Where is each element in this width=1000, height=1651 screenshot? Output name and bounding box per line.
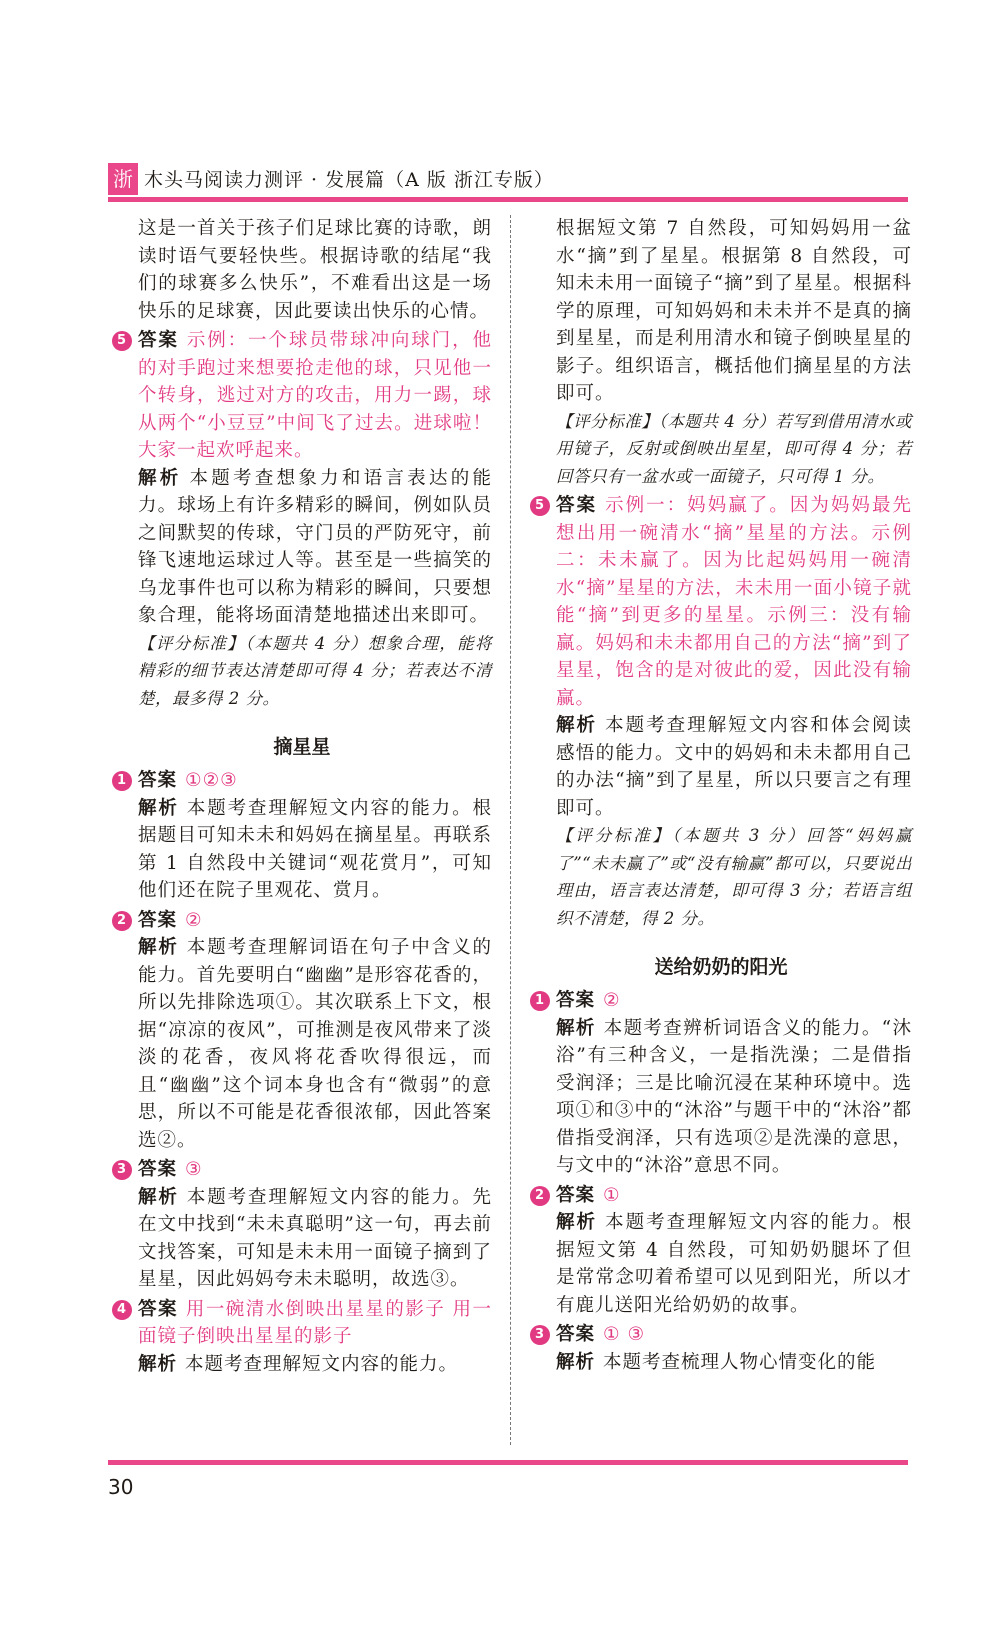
answer-label: 答案 bbox=[556, 1184, 596, 1206]
page-header bbox=[108, 163, 908, 199]
analysis-block bbox=[530, 1349, 912, 1377]
question-number: 5 bbox=[530, 496, 550, 516]
answer-label: 答案 bbox=[138, 770, 178, 791]
analysis-label: 解析 bbox=[138, 937, 179, 958]
analysis-text: 本题考查理解词语在句子中含义的能力。首先要明白“幽幽”是形容花香的，所以先排除选项①。其次联系上下文，根据“凉凉的夜风”，可推测是夜风带来了淡淡的花香，夜风将花香吹得很远，而且“幽幽”这个词本身也含有“微弱”的意思，所以不可能是花香很浓郁，因此答案选②。 bbox=[138, 937, 492, 1151]
question-number: 4 bbox=[112, 1300, 132, 1320]
analysis-block bbox=[530, 1209, 912, 1319]
analysis-text: 本题考查想象力和语言表达的能力。球场上有许多精彩的瞬间，例如队员之间默契的传球，守门员的严防死守，前锋飞速地运球过人等。甚至是一些搞笑的乌龙事件也可以称为精彩的瞬间，只要想象合理，能将场面清楚地描述出来即可。 bbox=[138, 467, 492, 626]
analysis-block bbox=[112, 1351, 492, 1379]
answer-label: 答案 bbox=[138, 909, 178, 931]
question-number: 2 bbox=[112, 911, 132, 931]
question-number: 1 bbox=[530, 991, 550, 1011]
question-5 bbox=[530, 492, 912, 712]
analysis-block bbox=[112, 795, 492, 905]
analysis-block bbox=[112, 934, 492, 1154]
question-3 bbox=[112, 1156, 492, 1184]
question-3 bbox=[530, 1321, 912, 1349]
answer-label: 答案 bbox=[138, 1159, 178, 1180]
question-1 bbox=[530, 987, 912, 1015]
analysis-block bbox=[530, 1015, 912, 1180]
poem-analysis-text: 这是一首关于孩子们足球比赛的诗歌，朗读时语气要轻快些。根据诗歌的结尾“我们的球赛多么快乐”，不难看出这是一场快乐的足球赛，因此要读出快乐的心情。 bbox=[138, 218, 492, 322]
answer-label: 答案 bbox=[556, 990, 596, 1011]
analysis-continued-text: 根据短文第 7 自然段，可知妈妈用一盆水“摘”到了星星。根据第 8 自然段，可知未未用一面镜子“摘”到了星星。根据科学的原理，可知妈妈和未未并不是真的摘到星星，而是利用清水和镜子倒映星星的影子。组织语言，概括他们摘星星的方法即可。 bbox=[556, 218, 912, 404]
section-title: 送给奶奶的阳光 bbox=[654, 956, 788, 978]
analysis-text: 本题考查理解短文内容和体会阅读感悟的能力。文中的妈妈和未未都用自己的办法“摘”到了星星，所以只要言之有理即可。 bbox=[556, 715, 912, 819]
answer-text: 用一碗清水倒映出星星的影子 用一面镜子倒映出星星的影子 bbox=[138, 1298, 492, 1347]
right-column bbox=[530, 215, 912, 1376]
question-2 bbox=[112, 907, 492, 935]
analysis-block bbox=[112, 1184, 492, 1294]
scoring-standard: 【评分标准】（本题共 4 分）若写到借用清水或用镜子，反射或倒映出星星，即可得 4 分；若回答只有一盆水或一面镜子，只可得 1 分。 bbox=[556, 411, 912, 486]
question-4 bbox=[112, 1296, 492, 1351]
answer-label: 答案 bbox=[556, 495, 598, 516]
analysis-label: 解析 bbox=[556, 1351, 596, 1373]
analysis-block bbox=[112, 465, 492, 630]
answer-text: ① ③ bbox=[603, 1324, 646, 1345]
question-5 bbox=[112, 327, 492, 465]
question-number: 5 bbox=[112, 331, 132, 351]
answer-text: ② bbox=[603, 990, 621, 1011]
question-2 bbox=[530, 1182, 912, 1210]
question-number: 3 bbox=[112, 1160, 132, 1180]
question-number: 3 bbox=[530, 1325, 550, 1345]
footer-rule bbox=[108, 1460, 908, 1465]
analysis-block bbox=[530, 712, 912, 822]
analysis-text: 本题考查理解短文内容的能力。根据题目可知未未和妈妈在摘星星。再联系第 1 自然段中关键词“观花赏月”，可知他们还在院子里观花、赏月。 bbox=[138, 797, 492, 901]
analysis-label: 解析 bbox=[556, 715, 598, 736]
analysis-text: 本题考查理解短文内容的能力。根据短文第 4 自然段，可知奶奶腿坏了但是常常念叨着希望可以见到阳光，所以才有鹿儿送阳光给奶奶的故事。 bbox=[556, 1212, 912, 1316]
answer-text: 示例：一个球员带球冲向球门，他的对手跑过来想要抢走他的球，只见他一个转身，逃过对方的攻击，用力一踢，球从两个“小豆豆”中间飞了过去。进球啦！大家一起欢呼起来。 bbox=[138, 330, 492, 461]
header-rule bbox=[108, 197, 908, 202]
left-column bbox=[112, 215, 492, 1378]
analysis-text: 本题考查理解短文内容的能力。先在文中找到“未未真聪明”这一句，再去前文找答案，可知是未未用一面镜子摘到了星星，因此妈妈夸未未聪明，故选③。 bbox=[138, 1186, 492, 1290]
column-divider bbox=[510, 215, 511, 1445]
question-1 bbox=[112, 767, 492, 795]
analysis-label: 解析 bbox=[138, 797, 179, 819]
section-title: 摘星星 bbox=[273, 736, 331, 758]
analysis-text: 本题考查梳理人物心情变化的能 bbox=[603, 1351, 877, 1373]
analysis-text: 本题考查辨析词语含义的能力。“沐浴”有三种含义，一是指洗澡；二是借指受润泽；三是比喻沉浸在某种环境中。选项①和③中的“沐浴”与题干中的“沐浴”都借指受润泽，只有选项②是洗澡的意思，与文中的“沐浴”意思不同。 bbox=[556, 1017, 912, 1176]
answer-text: ①②③ bbox=[185, 770, 238, 791]
scoring-standard: 【评分标准】（本题共 3 分）回答“妈妈赢了”“未未赢了”或“没有输赢”都可以，只要说出理由，语言表达清楚，即可得 3 分；若语言组织不清楚，得 2 分。 bbox=[556, 826, 912, 928]
province-badge: 浙 bbox=[108, 163, 138, 195]
page-number: 30 bbox=[108, 1475, 134, 1499]
answer-text: ② bbox=[185, 909, 203, 931]
analysis-text: 本题考查理解短文内容的能力。 bbox=[185, 1353, 459, 1375]
question-number: 1 bbox=[112, 771, 132, 791]
analysis-label: 解析 bbox=[556, 1212, 598, 1233]
answer-text: ③ bbox=[185, 1159, 203, 1180]
book-title: 木头马阅读力测评 · 发展篇（A 版 浙江专版） bbox=[144, 169, 554, 191]
answer-text: 示例一：妈妈赢了。因为妈妈最先想出用一碗清水“摘”星星的方法。示例二：未未赢了。因为比起妈妈用一碗清水“摘”星星的方法，未未用一面小镜子就能“摘”到更多的星星。示例三：没有输赢。妈妈和未未都用自己的方法“摘”到了星星，饱含的是对彼此的爱，因此没有输赢。 bbox=[556, 495, 912, 709]
scoring-standard: 【评分标准】（本题共 4 分）想象合理，能将精彩的细节表达清楚即可得 4 分；若表达不清楚，最多得 2 分。 bbox=[138, 633, 492, 708]
analysis-label: 解析 bbox=[138, 1186, 179, 1208]
analysis-label: 解析 bbox=[556, 1017, 596, 1039]
answer-label: 答案 bbox=[138, 330, 179, 351]
analysis-label: 解析 bbox=[138, 1353, 178, 1375]
question-number: 2 bbox=[530, 1186, 550, 1206]
answer-label: 答案 bbox=[556, 1324, 596, 1345]
answer-label: 答案 bbox=[138, 1298, 178, 1320]
answer-text: ① bbox=[603, 1184, 621, 1206]
analysis-label: 解析 bbox=[138, 467, 182, 489]
